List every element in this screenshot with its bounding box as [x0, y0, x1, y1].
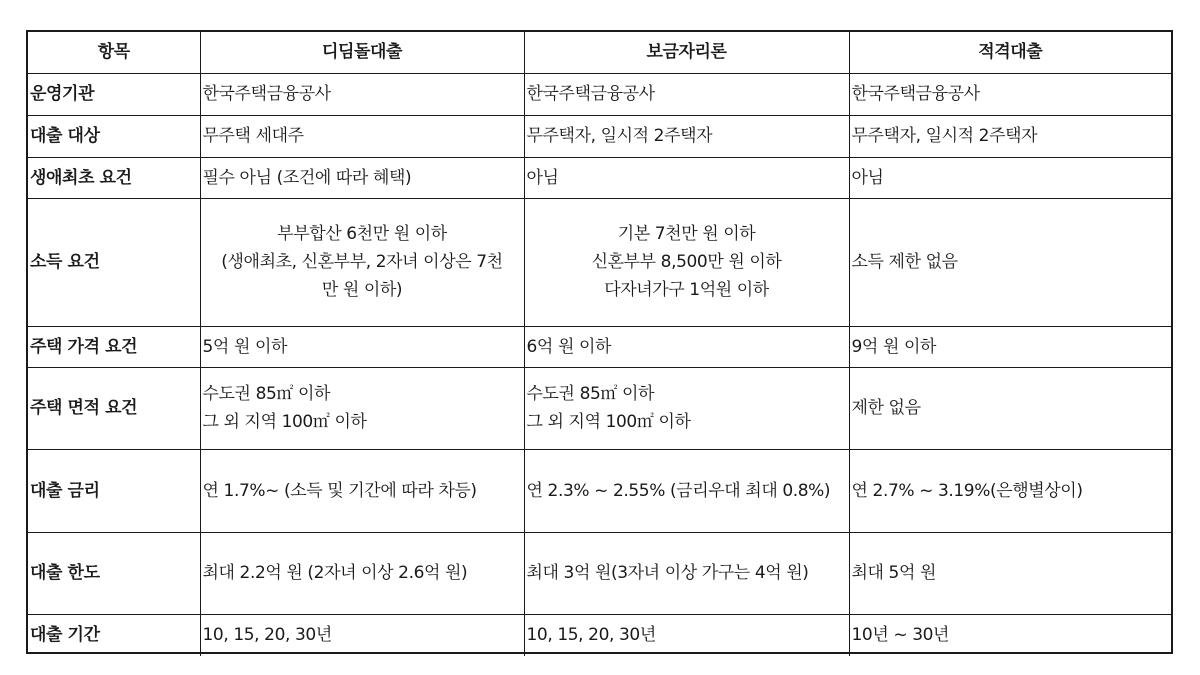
- cell-text-line: 수도권 85㎡ 이하: [526, 384, 655, 404]
- cell-text-line: 무주택 세대주: [202, 126, 304, 146]
- cell-text-line: 최대 5억 원: [851, 563, 937, 583]
- cell-text-line: 10년 ~ 30년: [851, 625, 950, 646]
- table-row-house-price: [28, 326, 1171, 367]
- cell-text-line: 아님: [851, 167, 884, 188]
- row-label-loan-limit: 대출 한도: [28, 532, 200, 614]
- cell-first-time-buyer-didimdol: [200, 157, 524, 198]
- cell-house-price-bogeumjari: [524, 326, 849, 367]
- cell-text-line: 무주택자, 일시적 2주택자: [526, 126, 713, 146]
- table-row-interest-rate: [28, 449, 1171, 532]
- cell-text-line: 최대 3억 원(3자녀 이상 가구는 4억 원): [526, 563, 809, 583]
- cell-text-line: 수도권 85㎡ 이하: [202, 384, 331, 404]
- cell-house-area-didimdol: [200, 367, 524, 449]
- cell-house-area-bogeumjari: [524, 367, 849, 449]
- cell-text-line: 9억 원 이하: [851, 336, 937, 357]
- cell-first-time-buyer-bogeumjari: [524, 157, 849, 198]
- table-row-income: [28, 198, 1171, 326]
- loan-comparison-table: [28, 32, 1171, 656]
- row-label-first-time-buyer: 생애최초 요건: [28, 157, 200, 198]
- row-label-interest-rate: 대출 금리: [28, 449, 200, 532]
- row-label-loan-term: 대출 기간: [28, 614, 200, 656]
- cell-text-line: 제한 없음: [851, 398, 921, 418]
- cell-first-time-buyer-qualified: [849, 157, 1171, 198]
- cell-text-line: 무주택자, 일시적 2주택자: [851, 126, 1038, 146]
- table-row-first-time-buyer: [28, 157, 1171, 198]
- cell-eligibility-qualified: [849, 115, 1171, 157]
- cell-loan-term-qualified: [849, 614, 1171, 656]
- cell-text-line: 연 2.7% ~ 3.19%(은행별상이): [851, 480, 1083, 501]
- header-item: 항목: [28, 32, 200, 73]
- cell-operator-bogeumjari: [524, 73, 849, 115]
- row-label-income: 소득 요건: [28, 198, 200, 326]
- cell-text-line: 기본 7천만 원 이하: [617, 224, 756, 244]
- table-row-eligibility: [28, 115, 1171, 157]
- cell-house-area-qualified: [849, 367, 1171, 449]
- cell-text-line: 연 2.3% ~ 2.55% (금리우대 최대 0.8%): [526, 480, 831, 501]
- table-row-operator: [28, 73, 1171, 115]
- cell-interest-rate-bogeumjari: [524, 449, 849, 532]
- row-label-eligibility: 대출 대상: [28, 115, 200, 157]
- header-bogeumjari-loan: 보금자리론: [524, 32, 849, 73]
- cell-text-line: 한국주택금융공사: [851, 84, 980, 104]
- cell-interest-rate-qualified: [849, 449, 1171, 532]
- cell-text-line: 5억 원 이하: [202, 336, 288, 357]
- cell-operator-didimdol: [200, 73, 524, 115]
- cell-income-bogeumjari: [524, 198, 849, 326]
- cell-operator-qualified: [849, 73, 1171, 115]
- cell-text-line: 최대 2.2억 원 (2자녀 이상 2.6억 원): [202, 563, 468, 583]
- row-label-house-price: 주택 가격 요건: [28, 326, 200, 367]
- cell-income-qualified: [849, 198, 1171, 326]
- cell-text-line: 필수 아님 (조건에 따라 혜택): [202, 167, 412, 188]
- cell-text-line: 다자녀가구 1억원 이하: [604, 280, 769, 300]
- cell-house-price-qualified: [849, 326, 1171, 367]
- cell-loan-limit-qualified: [849, 532, 1171, 614]
- cell-text-line: 10, 15, 20, 30년: [202, 625, 332, 646]
- cell-eligibility-bogeumjari: [524, 115, 849, 157]
- cell-eligibility-didimdol: [200, 115, 524, 157]
- cell-text-line: 소득 제한 없음: [851, 252, 958, 272]
- cell-income-didimdol: [200, 198, 524, 326]
- cell-loan-term-didimdol: [200, 614, 524, 656]
- cell-text-line: 부부합산 6천만 원 이하: [277, 224, 447, 244]
- cell-text-line: 한국주택금융공사: [202, 84, 331, 104]
- cell-text-line: 그 외 지역 100㎡ 이하: [526, 412, 691, 432]
- cell-house-price-didimdol: [200, 326, 524, 367]
- cell-text-line: 만 원 이하): [321, 280, 403, 300]
- table-row-loan-limit: [28, 532, 1171, 614]
- cell-text-line: 연 1.7%~ (소득 및 기간에 따라 차등): [202, 480, 477, 501]
- table-row-house-area: [28, 367, 1171, 449]
- cell-loan-limit-bogeumjari: [524, 532, 849, 614]
- header-row: [28, 32, 1171, 73]
- row-label-house-area: 주택 면적 요건: [28, 367, 200, 449]
- cell-text-line: 한국주택금융공사: [526, 84, 655, 104]
- cell-text-line: 10, 15, 20, 30년: [526, 625, 656, 646]
- cell-text-line: 그 외 지역 100㎡ 이하: [202, 412, 367, 432]
- header-didimdol-loan: 디딤돌대출: [200, 32, 524, 73]
- header-qualified-loan: 적격대출: [849, 32, 1171, 73]
- cell-text-line: (생애최초, 신혼부부, 2자녀 이상은 7천: [221, 252, 503, 272]
- table-row-loan-term: [28, 614, 1171, 656]
- cell-text-line: 신혼부부 8,500만 원 이하: [591, 252, 782, 272]
- row-label-operator: 운영기관: [28, 73, 200, 115]
- cell-loan-term-bogeumjari: [524, 614, 849, 656]
- cell-loan-limit-didimdol: [200, 532, 524, 614]
- cell-interest-rate-didimdol: [200, 449, 524, 532]
- cell-text-line: 6억 원 이하: [526, 336, 612, 357]
- cell-text-line: 아님: [526, 167, 559, 188]
- loan-comparison-table-container: [26, 30, 1173, 654]
